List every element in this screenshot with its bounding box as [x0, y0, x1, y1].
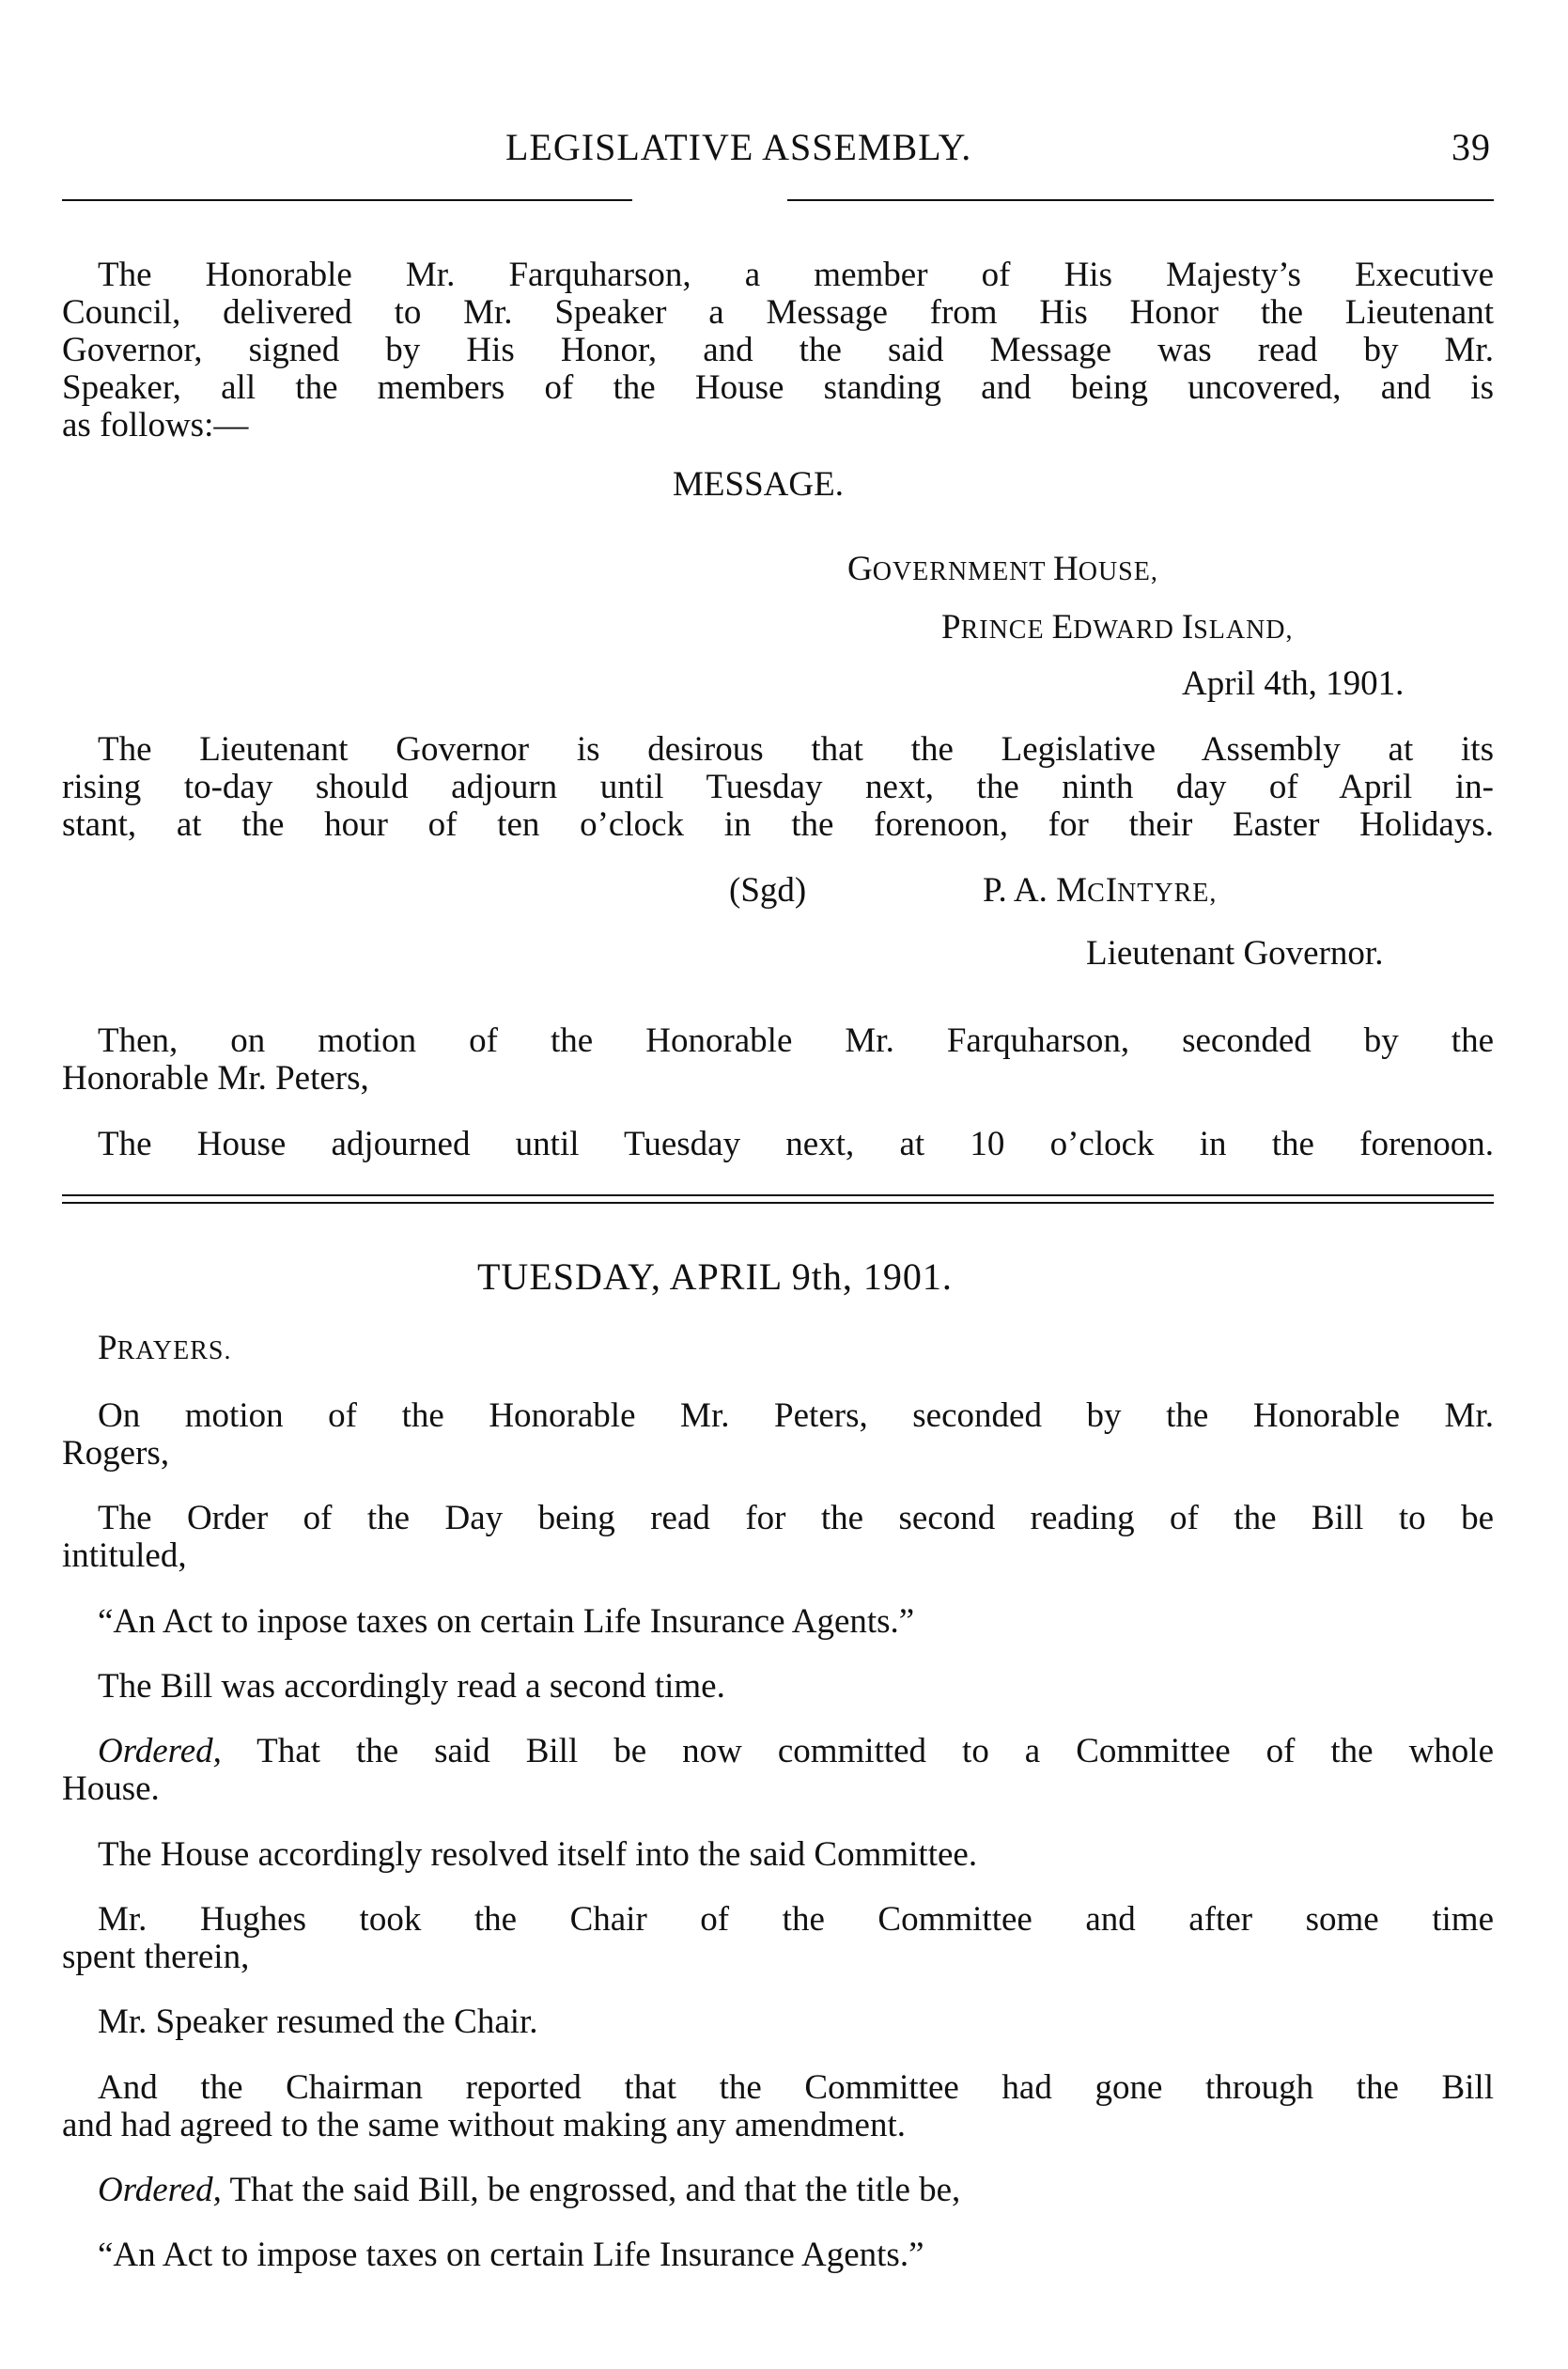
- paragraph-line: [98, 2170, 960, 2211]
- paragraph-line: Council, delivered to Mr. Speaker a Message from His Honor the Lieutenant: [62, 293, 1494, 332]
- address-line-2: [941, 607, 1294, 651]
- paragraph-line: The Honorable Mr. Farquharson, a member of His Majesty’s Executive: [98, 256, 1494, 294]
- address-text: SLAND,: [1193, 616, 1294, 645]
- signature-name: [983, 870, 1217, 914]
- paragraph-line: The House accordingly resolved itself into the said Committee.: [98, 1835, 978, 1874]
- paragraph-line: On motion of the Honorable Mr. Peters, seconded by the Honorable Mr.: [98, 1396, 1494, 1435]
- section-rule-bottom: [62, 1202, 1494, 1204]
- paragraph-line: Honorable Mr. Peters,: [62, 1059, 369, 1098]
- message-body-line: rising to-day should adjourn until Tuesday next, the ninth day of April in-: [62, 768, 1494, 806]
- prayers-text: RAYERS.: [116, 1336, 232, 1365]
- ordered-text: That the said Bill, be engrossed, and that the title be,: [221, 2171, 961, 2209]
- address-text: I: [1181, 608, 1194, 647]
- paragraph-line: and had agreed to the same without making any amendment.: [62, 2106, 907, 2144]
- prayers-text: P: [98, 1329, 117, 1367]
- paragraph-line: Mr. Speaker resumed the Chair.: [98, 2003, 538, 2041]
- running-header-title: LEGISLATIVE ASSEMBLY.: [505, 126, 972, 168]
- paragraph-line: House.: [62, 1769, 160, 1808]
- paragraph-line: And the Chairman reported that the Committee had gone through the Bill: [98, 2068, 1494, 2107]
- paragraph-line: spent therein,: [62, 1938, 250, 1976]
- address-line-1: [847, 549, 1158, 593]
- paragraph-line: intituled,: [62, 1536, 187, 1575]
- act-title: “An Act to impose taxes on certain Life Insurance Agents.”: [98, 2236, 924, 2274]
- address-text: OVERNMENT: [872, 557, 1053, 586]
- signature-sgd: (Sgd): [729, 871, 807, 910]
- paragraph-line: Governor, signed by His Honor, and the said Message was read by Mr.: [62, 331, 1494, 369]
- ordered-label: Ordered,: [98, 2171, 222, 2209]
- page-number: 39: [1452, 126, 1491, 168]
- paragraph-line: as follows:—: [62, 406, 249, 444]
- address-text: OUSE,: [1078, 557, 1158, 586]
- paragraph-line: Then, on motion of the Honorable Mr. Farquharson, seconded by the: [98, 1021, 1494, 1060]
- paragraph-line: Mr. Hughes took the Chair of the Committee and after some time: [98, 1900, 1494, 1939]
- address-text: H: [1053, 550, 1079, 588]
- message-body-line: The Lieutenant Governor is desirous that the Legislative Assembly at its: [98, 730, 1494, 769]
- signature-text: C: [1087, 879, 1106, 908]
- address-text: RINCE: [960, 616, 1052, 645]
- ordered-text: That the said Bill be now committed to a Committee of the whole: [221, 1732, 1494, 1770]
- paragraph-line: The House adjourned until Tuesday next, at 10 o’clock in the forenoon.: [98, 1125, 1494, 1163]
- prayers-heading: [98, 1328, 231, 1372]
- address-text: P: [941, 608, 961, 647]
- address-text: DWARD: [1073, 616, 1182, 645]
- paragraph-line: The Bill was accordingly read a second time.: [98, 1667, 725, 1706]
- section-title: TUESDAY, APRIL 9th, 1901.: [477, 1255, 953, 1298]
- act-title: “An Act to inpose taxes on certain Life Insurance Agents.”: [98, 1602, 915, 1641]
- signature-text: I: [1105, 871, 1118, 910]
- message-body-line: stant, at the hour of ten o’clock in the forenoon, for their Easter Holidays.: [62, 805, 1494, 844]
- paragraph-line: Speaker, all the members of the House standing and being uncovered, and is: [62, 368, 1494, 407]
- signature-text: P. A. M: [983, 871, 1088, 910]
- signature-role: Lieutenant Governor.: [1086, 934, 1384, 973]
- header-rule-left: [62, 199, 632, 201]
- message-heading: MESSAGE.: [673, 465, 844, 504]
- header-rule-right: [787, 199, 1494, 201]
- signature-text: NTYRE,: [1117, 879, 1218, 908]
- ordered-label: Ordered,: [98, 1732, 222, 1770]
- message-date: April 4th, 1901.: [1182, 664, 1405, 703]
- paragraph-line: Rogers,: [62, 1434, 170, 1473]
- address-text: E: [1051, 608, 1074, 647]
- address-text: G: [847, 550, 873, 588]
- section-rule-top: [62, 1194, 1494, 1196]
- paragraph-line: [98, 1731, 1494, 1772]
- paragraph-line: The Order of the Day being read for the second reading of the Bill to be: [98, 1499, 1494, 1537]
